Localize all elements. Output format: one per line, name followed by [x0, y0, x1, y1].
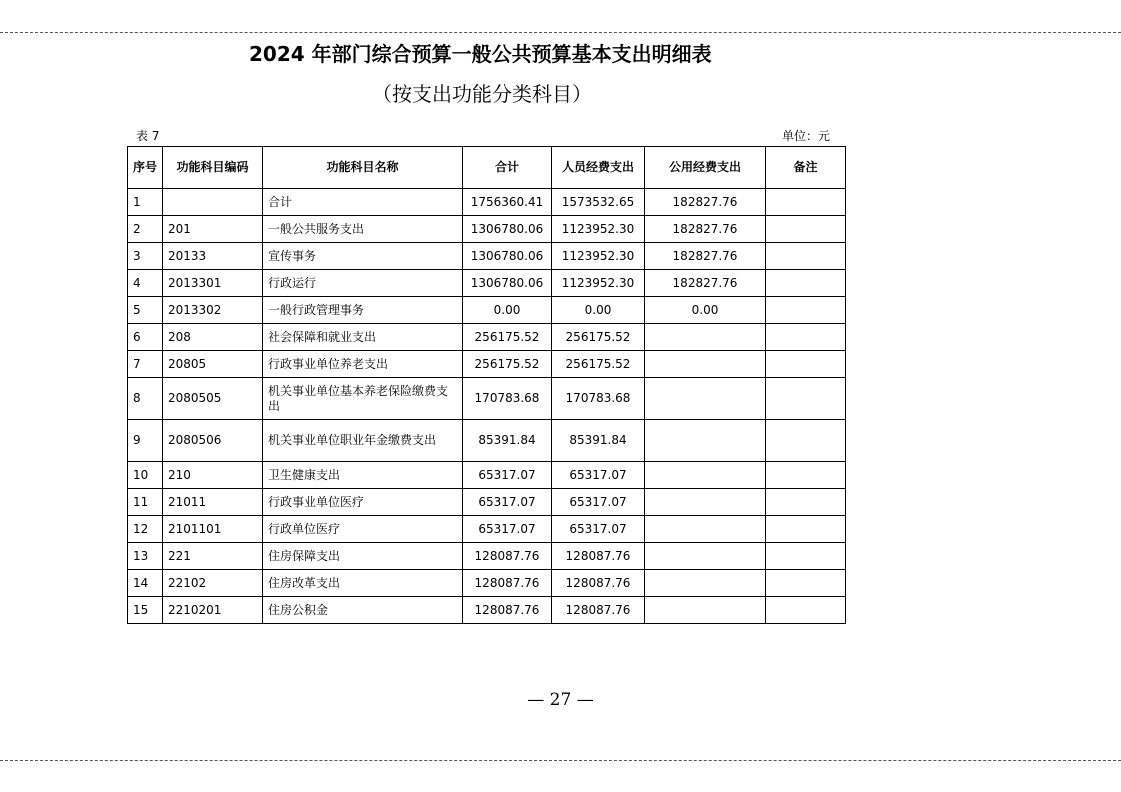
- cell-public: 182827.76: [645, 270, 766, 297]
- cell-code: 2101101: [163, 516, 263, 543]
- cell-remark: [766, 216, 846, 243]
- cell-seq: 11: [128, 489, 163, 516]
- cell-seq: 7: [128, 351, 163, 378]
- cell-name: 社会保障和就业支出: [263, 324, 463, 351]
- cell-seq: 12: [128, 516, 163, 543]
- cell-total: 85391.84: [463, 420, 552, 462]
- table-row: [128, 543, 846, 570]
- cell-name: 机关事业单位职业年金缴费支出: [263, 420, 463, 462]
- cell-remark: [766, 324, 846, 351]
- table-row: [128, 597, 846, 624]
- cell-name: 宣传事务: [263, 243, 463, 270]
- table-row: [128, 420, 846, 462]
- cell-name: 行政事业单位医疗: [263, 489, 463, 516]
- cell-code: 208: [163, 324, 263, 351]
- page-number: — 27 —: [527, 690, 594, 710]
- cell-public: [645, 378, 766, 420]
- cell-name: 行政事业单位养老支出: [263, 351, 463, 378]
- cell-code: 221: [163, 543, 263, 570]
- cell-seq: 14: [128, 570, 163, 597]
- cell-code: 210: [163, 462, 263, 489]
- table-row: [128, 297, 846, 324]
- cell-remark: [766, 297, 846, 324]
- cell-code: 20805: [163, 351, 263, 378]
- cell-total: 1306780.06: [463, 216, 552, 243]
- cell-remark: [766, 420, 846, 462]
- cell-name: 行政运行: [263, 270, 463, 297]
- cell-seq: 4: [128, 270, 163, 297]
- cell-remark: [766, 351, 846, 378]
- header-code: 功能科目编码: [163, 147, 263, 189]
- unit-label: 单位：元: [781, 129, 830, 143]
- document-subtitle: （按支出功能分类科目）: [372, 82, 592, 106]
- expenditure-detail-table: [127, 146, 846, 624]
- cell-personnel: 128087.76: [552, 597, 645, 624]
- table-row: [128, 378, 846, 420]
- table-row: [128, 216, 846, 243]
- cell-public: [645, 489, 766, 516]
- top-dashed-divider: [0, 32, 1121, 33]
- cell-name: 一般行政管理事务: [263, 297, 463, 324]
- cell-public: [645, 420, 766, 462]
- cell-remark: [766, 489, 846, 516]
- cell-total: 0.00: [463, 297, 552, 324]
- cell-public: 182827.76: [645, 189, 766, 216]
- cell-total: 1756360.41: [463, 189, 552, 216]
- cell-seq: 3: [128, 243, 163, 270]
- cell-personnel: 1123952.30: [552, 270, 645, 297]
- header-name: 功能科目名称: [263, 147, 463, 189]
- cell-total: 128087.76: [463, 597, 552, 624]
- cell-seq: 9: [128, 420, 163, 462]
- cell-personnel: 128087.76: [552, 570, 645, 597]
- cell-total: 65317.07: [463, 462, 552, 489]
- document-title: 2024 年部门综合预算一般公共预算基本支出明细表: [249, 42, 712, 66]
- cell-seq: 2: [128, 216, 163, 243]
- cell-public: [645, 597, 766, 624]
- cell-name: 行政单位医疗: [263, 516, 463, 543]
- table-row: [128, 351, 846, 378]
- cell-total: 1306780.06: [463, 270, 552, 297]
- cell-code: 2210201: [163, 597, 263, 624]
- table-number: 表 7: [136, 129, 160, 143]
- cell-remark: [766, 270, 846, 297]
- cell-remark: [766, 597, 846, 624]
- cell-public: 182827.76: [645, 243, 766, 270]
- header-total: 合计: [463, 147, 552, 189]
- cell-total: 170783.68: [463, 378, 552, 420]
- table-row: [128, 516, 846, 543]
- cell-name: 合计: [263, 189, 463, 216]
- cell-code: 2013301: [163, 270, 263, 297]
- cell-remark: [766, 378, 846, 420]
- cell-seq: 8: [128, 378, 163, 420]
- cell-total: 65317.07: [463, 489, 552, 516]
- cell-personnel: 256175.52: [552, 351, 645, 378]
- cell-remark: [766, 516, 846, 543]
- cell-code: 22102: [163, 570, 263, 597]
- cell-code: 2080506: [163, 420, 263, 462]
- cell-personnel: 128087.76: [552, 543, 645, 570]
- cell-name: 一般公共服务支出: [263, 216, 463, 243]
- cell-personnel: 1123952.30: [552, 243, 645, 270]
- cell-seq: 6: [128, 324, 163, 351]
- cell-personnel: 65317.07: [552, 462, 645, 489]
- cell-code: 20133: [163, 243, 263, 270]
- header-public: 公用经费支出: [645, 147, 766, 189]
- header-seq: 序号: [128, 147, 163, 189]
- cell-code: [163, 189, 263, 216]
- cell-public: [645, 324, 766, 351]
- bottom-dashed-divider: [0, 760, 1121, 761]
- cell-code: 21011: [163, 489, 263, 516]
- cell-code: 2013302: [163, 297, 263, 324]
- cell-name: 卫生健康支出: [263, 462, 463, 489]
- cell-public: 0.00: [645, 297, 766, 324]
- cell-remark: [766, 543, 846, 570]
- cell-code: 2080505: [163, 378, 263, 420]
- cell-public: [645, 462, 766, 489]
- cell-personnel: 1573532.65: [552, 189, 645, 216]
- table-row: [128, 270, 846, 297]
- cell-seq: 15: [128, 597, 163, 624]
- cell-seq: 1: [128, 189, 163, 216]
- cell-name: 住房保障支出: [263, 543, 463, 570]
- cell-code: 201: [163, 216, 263, 243]
- cell-total: 65317.07: [463, 516, 552, 543]
- cell-personnel: 0.00: [552, 297, 645, 324]
- cell-remark: [766, 189, 846, 216]
- cell-personnel: 85391.84: [552, 420, 645, 462]
- cell-public: [645, 570, 766, 597]
- table-row: [128, 489, 846, 516]
- cell-total: 256175.52: [463, 324, 552, 351]
- cell-remark: [766, 243, 846, 270]
- cell-public: [645, 543, 766, 570]
- table-row: [128, 243, 846, 270]
- table-header-row: [128, 147, 846, 189]
- cell-remark: [766, 462, 846, 489]
- cell-personnel: 170783.68: [552, 378, 645, 420]
- table-row: [128, 462, 846, 489]
- cell-public: [645, 351, 766, 378]
- cell-remark: [766, 570, 846, 597]
- cell-name: 住房公积金: [263, 597, 463, 624]
- cell-personnel: 65317.07: [552, 489, 645, 516]
- header-remark: 备注: [766, 147, 846, 189]
- cell-personnel: 1123952.30: [552, 216, 645, 243]
- cell-total: 1306780.06: [463, 243, 552, 270]
- cell-name: 住房改革支出: [263, 570, 463, 597]
- cell-total: 128087.76: [463, 570, 552, 597]
- cell-seq: 13: [128, 543, 163, 570]
- table-row: [128, 570, 846, 597]
- table-row: [128, 324, 846, 351]
- cell-seq: 10: [128, 462, 163, 489]
- cell-seq: 5: [128, 297, 163, 324]
- table-row: [128, 189, 846, 216]
- cell-total: 256175.52: [463, 351, 552, 378]
- cell-personnel: 65317.07: [552, 516, 645, 543]
- cell-total: 128087.76: [463, 543, 552, 570]
- cell-name: 机关事业单位基本养老保险缴费支出: [263, 378, 463, 420]
- header-personnel: 人员经费支出: [552, 147, 645, 189]
- cell-public: [645, 516, 766, 543]
- cell-public: 182827.76: [645, 216, 766, 243]
- cell-personnel: 256175.52: [552, 324, 645, 351]
